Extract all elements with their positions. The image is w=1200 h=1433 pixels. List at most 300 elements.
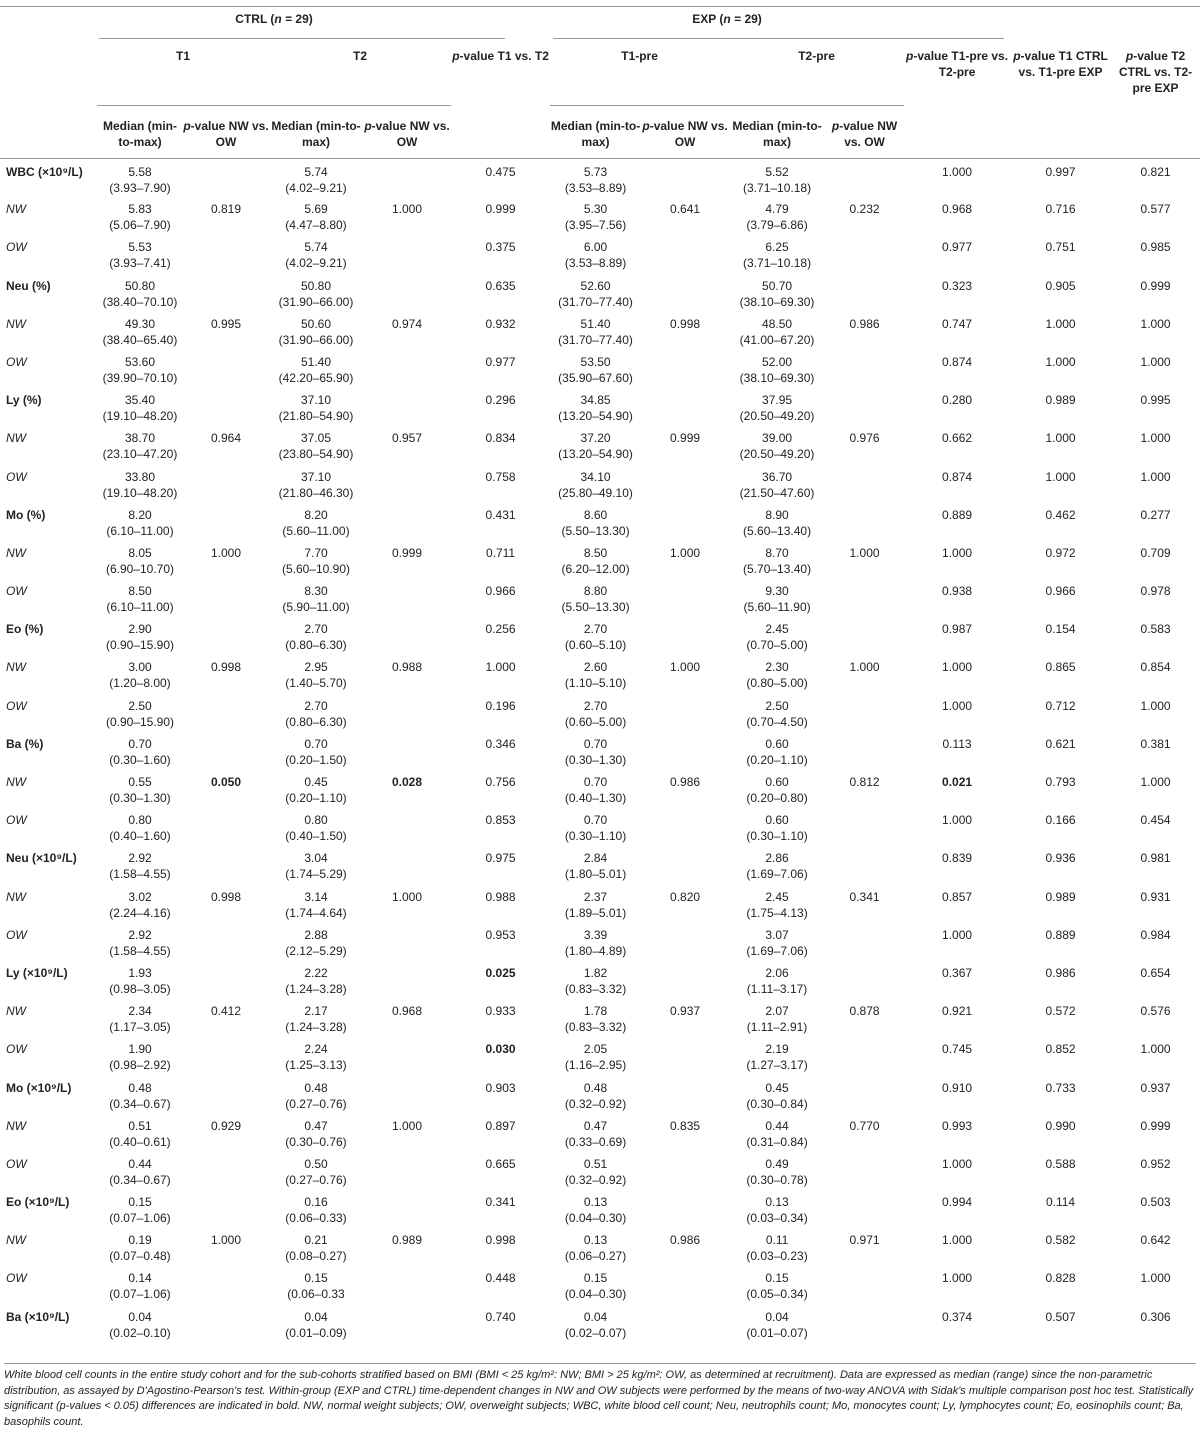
cell-value: 0.583 <box>1140 622 1171 637</box>
table-cell <box>1111 1304 1200 1342</box>
table-cell <box>825 273 904 311</box>
table-cell <box>904 998 1010 1036</box>
cell-range: (0.80–6.30) <box>285 638 347 653</box>
cell-range: (1.74–5.29) <box>285 867 347 882</box>
table-cell <box>550 387 641 425</box>
cell-value: 0.903 <box>485 1080 516 1095</box>
table-cell <box>641 1265 729 1303</box>
table-cell <box>363 960 451 998</box>
table-cell <box>363 845 451 883</box>
table-cell <box>1010 654 1111 692</box>
cell-value: 0.665 <box>485 1156 516 1171</box>
table-cell <box>904 884 1010 922</box>
table-cell <box>729 311 825 349</box>
cell-range: (0.01–0.09) <box>285 1325 347 1340</box>
row-label: Eo (×10⁹/L) <box>6 1195 70 1210</box>
table-cell <box>363 998 451 1036</box>
cell-value: 0.577 <box>1140 202 1171 217</box>
table-cell <box>363 1189 451 1227</box>
cell-value: 1.000 <box>1140 1042 1171 1057</box>
table-cell <box>183 464 269 502</box>
table-row-parameter <box>0 1189 1200 1227</box>
cell-value: 3.04 <box>304 851 328 866</box>
cell-value: 0.55 <box>128 775 152 789</box>
row-label: OW <box>6 1042 27 1057</box>
cell-value: 1.000 <box>485 660 516 675</box>
table-cell <box>1010 387 1111 425</box>
cell-value: 0.834 <box>485 431 516 446</box>
cell-value: 52.60 <box>580 278 611 293</box>
cell-value: 0.854 <box>1140 660 1171 675</box>
cell-range: (0.27–0.76) <box>285 1172 347 1187</box>
table-cell <box>183 196 269 234</box>
cell-range: (19.10–48.20) <box>102 485 178 500</box>
table-cell <box>904 807 1010 845</box>
table-cell <box>904 960 1010 998</box>
table-cell <box>1111 311 1200 349</box>
cell-range: (0.07–1.06) <box>109 1211 171 1226</box>
table-cell <box>451 731 550 769</box>
table-cell <box>451 998 550 1036</box>
table-cell <box>825 1227 904 1265</box>
cell-value: 39.00 <box>762 431 793 446</box>
row-label: NW <box>6 775 26 789</box>
cell-range: (0.98–3.05) <box>109 981 171 996</box>
header-p-nw-ow: p-value NW vs. OW <box>642 119 728 149</box>
cell-value: 0.968 <box>392 1004 423 1019</box>
table-cell <box>183 654 269 692</box>
cell-range: (3.79–6.86) <box>746 218 808 233</box>
cell-value: 1.90 <box>128 1042 152 1057</box>
cell-range: (0.40–0.61) <box>109 1134 171 1149</box>
table-cell <box>183 311 269 349</box>
table-cell <box>641 425 729 463</box>
table-cell <box>904 1265 1010 1303</box>
table-cell <box>550 1036 641 1074</box>
table-cell <box>1111 464 1200 502</box>
table-cell <box>183 731 269 769</box>
table-cell <box>363 1304 451 1342</box>
table-cell <box>97 1075 183 1113</box>
cell-range: (0.04–0.30) <box>564 1287 627 1302</box>
table-cell <box>641 960 729 998</box>
row-label: NW <box>6 316 26 331</box>
table-cell <box>904 616 1010 654</box>
cell-range: (1.16–2.95) <box>564 1058 627 1073</box>
cell-value: 0.588 <box>1045 1156 1076 1171</box>
table-cell <box>1010 1304 1111 1342</box>
table-cell <box>825 1075 904 1113</box>
table-cell <box>641 1304 729 1342</box>
table-cell <box>451 387 550 425</box>
table-cell <box>1010 998 1111 1036</box>
table-cell <box>1111 425 1200 463</box>
cell-value: 0.70 <box>304 736 328 751</box>
cell-value: 0.966 <box>1045 584 1076 599</box>
table-cell <box>729 234 825 272</box>
cell-value: 2.37 <box>583 889 608 904</box>
cell-value: 0.70 <box>583 736 608 751</box>
cell-value: 0.323 <box>942 278 973 293</box>
cell-range: (0.02–0.07) <box>564 1325 627 1340</box>
cell-range: (0.30–0.78) <box>746 1172 808 1187</box>
cell-value: 0.654 <box>1140 965 1171 980</box>
cell-value: 0.642 <box>1140 1233 1171 1248</box>
cell-range: (38.10–69.30) <box>739 370 815 385</box>
table-cell <box>183 845 269 883</box>
table-cell <box>1111 1189 1200 1227</box>
table-cell <box>641 502 729 540</box>
row-label: NW <box>6 1004 26 1019</box>
cell-value: 0.986 <box>670 1233 701 1248</box>
cell-value: 0.910 <box>942 1080 973 1095</box>
table-cell <box>97 654 183 692</box>
table-cell <box>363 1151 451 1189</box>
table-cell <box>550 540 641 578</box>
table-cell <box>1010 616 1111 654</box>
table-cell <box>363 884 451 922</box>
cell-value: 1.000 <box>1045 354 1076 369</box>
cell-value: 4.79 <box>765 202 789 217</box>
cell-range: (3.53–8.89) <box>564 180 627 195</box>
table-cell <box>451 693 550 731</box>
cell-value: 0.747 <box>942 316 973 331</box>
cell-value: 1.000 <box>942 927 973 942</box>
cell-range: (0.60–5.10) <box>564 638 627 653</box>
cell-value: 0.865 <box>1045 660 1076 675</box>
cell-value: 0.341 <box>485 1195 516 1210</box>
cell-range: (0.32–0.92) <box>564 1096 627 1111</box>
cell-range: (6.20–12.00) <box>561 561 630 576</box>
table-cell <box>451 1265 550 1303</box>
table-cell <box>451 654 550 692</box>
table-cell <box>1010 464 1111 502</box>
table-cell <box>183 502 269 540</box>
cell-range: (6.10–11.00) <box>106 523 174 538</box>
table-cell <box>641 158 729 196</box>
cell-range: (3.93–7.41) <box>109 256 171 271</box>
table-cell <box>269 1036 363 1074</box>
table-cell <box>550 693 641 731</box>
table-cell <box>1111 273 1200 311</box>
cell-value: 0.582 <box>1045 1233 1076 1248</box>
table-cell <box>825 769 904 807</box>
table-cell <box>729 387 825 425</box>
header-t1: T1 <box>97 38 269 106</box>
table-cell <box>269 693 363 731</box>
cell-range: (0.34–0.67) <box>109 1172 171 1187</box>
table-cell <box>904 1227 1010 1265</box>
table-cell <box>825 1304 904 1342</box>
table-cell <box>1010 1189 1111 1227</box>
cell-value: 38.70 <box>124 431 156 446</box>
cell-range: (5.90–11.00) <box>282 600 350 615</box>
cell-range: (0.40–1.50) <box>285 829 347 844</box>
cell-range: (1.11–3.17) <box>746 981 808 996</box>
table-cell <box>825 349 904 387</box>
table-cell <box>451 349 550 387</box>
table-cell <box>550 1304 641 1342</box>
row-label: OW <box>6 927 27 942</box>
table-cell <box>269 1151 363 1189</box>
cell-value: 0.985 <box>1140 240 1171 255</box>
table-cell <box>825 845 904 883</box>
cell-value: 0.45 <box>304 775 328 789</box>
ctrl-group-rule <box>99 38 505 39</box>
cell-value: 8.50 <box>128 584 152 599</box>
table-cell <box>183 960 269 998</box>
cell-value: 0.994 <box>942 1195 973 1210</box>
table-row-subgroup <box>0 807 1200 845</box>
cell-value: 8.70 <box>765 545 789 560</box>
table-cell <box>1010 196 1111 234</box>
table-cell <box>641 1151 729 1189</box>
table-cell <box>825 578 904 616</box>
table-cell <box>641 998 729 1036</box>
cell-value: 5.30 <box>583 202 608 217</box>
row-label: Neu (%) <box>6 278 51 293</box>
cell-value: 0.04 <box>304 1309 328 1324</box>
table-cell <box>269 1227 363 1265</box>
table-cell <box>269 273 363 311</box>
cell-value: 2.07 <box>765 1004 789 1019</box>
cell-value: 0.576 <box>1140 1004 1171 1019</box>
cell-range: (0.04–0.30) <box>564 1211 627 1226</box>
cell-range: (41.00–67.20) <box>739 332 815 347</box>
row-label: OW <box>6 1156 27 1171</box>
cell-value: 0.989 <box>1045 393 1076 408</box>
table-cell <box>641 1227 729 1265</box>
table-cell <box>363 1227 451 1265</box>
cell-value: 1.000 <box>1045 469 1076 484</box>
cell-range: (0.06–0.33) <box>285 1211 347 1226</box>
table-cell <box>641 769 729 807</box>
table-row-parameter <box>0 502 1200 540</box>
table-cell <box>825 1113 904 1151</box>
cell-value: 0.976 <box>849 431 880 446</box>
table-cell <box>183 578 269 616</box>
table-cell <box>183 1036 269 1074</box>
cell-value: 0.993 <box>942 1118 973 1133</box>
table-cell <box>1111 616 1200 654</box>
cell-value: 0.975 <box>485 851 516 866</box>
cell-range: (4.02–9.21) <box>285 256 347 271</box>
cell-value: 0.462 <box>1045 507 1076 522</box>
cell-value: 0.70 <box>583 775 608 789</box>
cell-value: 1.000 <box>670 545 701 560</box>
table-cell <box>183 349 269 387</box>
cell-range: (0.34–0.67) <box>109 1096 171 1111</box>
table-row-parameter <box>0 1075 1200 1113</box>
table-cell <box>183 769 269 807</box>
table-cell <box>451 464 550 502</box>
table-cell <box>729 769 825 807</box>
table-row-subgroup <box>0 196 1200 234</box>
table-cell <box>550 1189 641 1227</box>
table-cell <box>183 998 269 1036</box>
table-cell <box>269 311 363 349</box>
cell-range: (0.30–1.60) <box>109 752 171 767</box>
cell-value: 0.971 <box>849 1233 880 1248</box>
table-cell <box>97 884 183 922</box>
cell-range: (1.24–3.28) <box>285 1020 347 1035</box>
cell-value: 1.000 <box>942 660 973 675</box>
cell-value: 0.751 <box>1045 240 1076 255</box>
table-cell <box>269 654 363 692</box>
cell-value: 0.448 <box>485 1271 516 1286</box>
cell-value: 53.60 <box>124 354 156 369</box>
table-cell <box>1010 502 1111 540</box>
table-cell <box>904 234 1010 272</box>
table-cell <box>904 273 1010 311</box>
table-cell <box>641 884 729 922</box>
cell-value: 50.60 <box>300 316 332 331</box>
cell-range: (3.53–8.89) <box>564 256 627 271</box>
cell-value: 0.977 <box>942 240 973 255</box>
cell-value: 1.82 <box>583 965 608 980</box>
table-cell <box>550 960 641 998</box>
table-cell <box>269 1304 363 1342</box>
cell-value: 37.10 <box>300 393 332 408</box>
cell-range: (38.40–70.10) <box>102 294 178 309</box>
cell-value: 2.92 <box>128 851 152 866</box>
table-cell <box>97 502 183 540</box>
cell-range: (21.80–46.30) <box>278 485 354 500</box>
table-cell <box>1111 884 1200 922</box>
cell-value: 48.50 <box>762 316 793 331</box>
cell-range: (0.07–1.06) <box>109 1287 171 1302</box>
cell-value: 0.989 <box>392 1233 423 1248</box>
cell-value: 0.154 <box>1045 622 1076 637</box>
cell-value: 2.17 <box>304 1004 328 1019</box>
cell-value: 1.000 <box>210 1233 242 1248</box>
cell-value: 0.14 <box>128 1271 152 1286</box>
table-cell <box>1010 425 1111 463</box>
table-cell <box>825 922 904 960</box>
cell-value: 1.000 <box>942 545 973 560</box>
table-cell <box>97 387 183 425</box>
table-cell <box>825 502 904 540</box>
table-cell <box>550 807 641 845</box>
cell-range: (23.10–47.20) <box>102 447 178 462</box>
header-median: Median (min-to-max) <box>732 119 822 149</box>
table-cell <box>97 1227 183 1265</box>
table-cell <box>1111 158 1200 196</box>
table-cell <box>550 502 641 540</box>
table-cell <box>1010 960 1111 998</box>
cell-value: 0.166 <box>1045 813 1076 828</box>
table-cell <box>729 654 825 692</box>
table-cell <box>97 922 183 960</box>
table-cell <box>1111 1265 1200 1303</box>
table-cell <box>1010 922 1111 960</box>
table-row-subgroup <box>0 654 1200 692</box>
table-cell <box>183 1227 269 1265</box>
cell-value: 8.90 <box>765 507 789 522</box>
table-cell <box>641 1075 729 1113</box>
cell-value: 0.114 <box>1045 1195 1076 1210</box>
cell-value: 0.21 <box>304 1233 328 1248</box>
cell-value: 0.931 <box>1140 889 1171 904</box>
table-cell <box>550 922 641 960</box>
header-p-t1-ctrl-vs-exp: p-value T1 CTRL vs. T1-pre EXP <box>1013 49 1108 79</box>
cell-value: 1.000 <box>1140 698 1171 713</box>
cell-value: 7.70 <box>304 545 328 560</box>
cell-value: 0.641 <box>670 202 701 217</box>
cell-range: (0.02–0.10) <box>109 1325 171 1340</box>
table-cell <box>97 311 183 349</box>
table-cell <box>1010 540 1111 578</box>
cell-value: 33.80 <box>124 469 156 484</box>
cell-range: (3.95–7.56) <box>564 218 627 233</box>
table-cell <box>550 196 641 234</box>
cell-value: 0.232 <box>849 202 880 217</box>
table-cell <box>729 1036 825 1074</box>
cell-value: 8.80 <box>583 584 608 599</box>
table-cell <box>451 540 550 578</box>
header-p-nw-ow: p-value NW vs. OW <box>364 119 450 149</box>
header-p-t2-ctrl-vs-exp: p-value T2 CTRL vs. T2-pre EXP <box>1118 49 1193 95</box>
table-cell <box>550 349 641 387</box>
cell-value: 0.80 <box>128 813 152 828</box>
cell-value: 0.44 <box>128 1156 152 1171</box>
row-label: Ly (%) <box>6 393 42 408</box>
table-cell <box>729 273 825 311</box>
table-cell <box>550 1113 641 1151</box>
table-cell <box>729 616 825 654</box>
row-label: Ly (×10⁹/L) <box>6 965 68 980</box>
cell-range: (0.27–0.76) <box>285 1096 347 1111</box>
table-row-parameter <box>0 731 1200 769</box>
row-label: OW <box>6 354 27 369</box>
cell-value: 6.25 <box>765 240 789 255</box>
table-cell <box>641 311 729 349</box>
cell-value: 5.74 <box>304 164 328 179</box>
table-row-subgroup <box>0 922 1200 960</box>
cell-value: 2.22 <box>304 965 328 980</box>
cell-value: 1.000 <box>210 545 242 560</box>
table-cell <box>97 540 183 578</box>
cell-value: 1.000 <box>1045 316 1076 331</box>
cell-value: 1.000 <box>1140 316 1171 331</box>
table-cell <box>1010 158 1111 196</box>
table-cell <box>97 158 183 196</box>
cell-value: 5.52 <box>765 164 789 179</box>
table-cell <box>641 349 729 387</box>
cell-value: 0.48 <box>128 1080 152 1095</box>
table-cell <box>729 1113 825 1151</box>
cell-value: 0.952 <box>1140 1156 1171 1171</box>
table-cell <box>269 922 363 960</box>
table-row-subgroup <box>0 998 1200 1036</box>
cell-range: (5.60–11.00) <box>282 523 350 538</box>
header-ctrl-group: CTRL (n = 29) <box>235 12 313 26</box>
cell-range: (38.40–65.40) <box>102 332 178 347</box>
row-label: NW <box>6 889 26 904</box>
row-label: Ba (×10⁹/L) <box>6 1309 70 1324</box>
cell-value: 0.025 <box>485 965 516 980</box>
cell-value: 52.00 <box>762 354 793 369</box>
table-cell <box>550 234 641 272</box>
table-cell <box>1010 578 1111 616</box>
table-cell <box>1111 540 1200 578</box>
cell-value: 3.39 <box>583 927 608 942</box>
table-footnote: White blood cell counts in the entire study cohort and for the sub-cohorts stratified based on BMI (BMI < 25 kg/m²: NW; BMI > 25 kg/m²: OW, as determined at recruitment). Data are expressed as median (range) since the non-parametric distribution, as assayed by D'Agostino-Pearson's test. Within-group (EXP and CTRL) time-dependent changes in NW and OW subjects were performed by the means of two-way ANOVA with Sidak's multiple comparison post hoc test. Statistically significant (p-values < 0.05) differences are indicated in bold. NW, normal weight subjects; OW, overweight subjects; WBC, white blood cell count; Neu, neutrophils count; Mo, monocytes count; Ly, lymphocytes count; Eo, eosinophils count; Ba, basophils count. <box>4 1363 1196 1430</box>
table-cell <box>550 769 641 807</box>
table-cell <box>1111 1113 1200 1151</box>
cell-value: 0.835 <box>670 1118 701 1133</box>
cell-range: (0.20–1.10) <box>285 791 347 805</box>
